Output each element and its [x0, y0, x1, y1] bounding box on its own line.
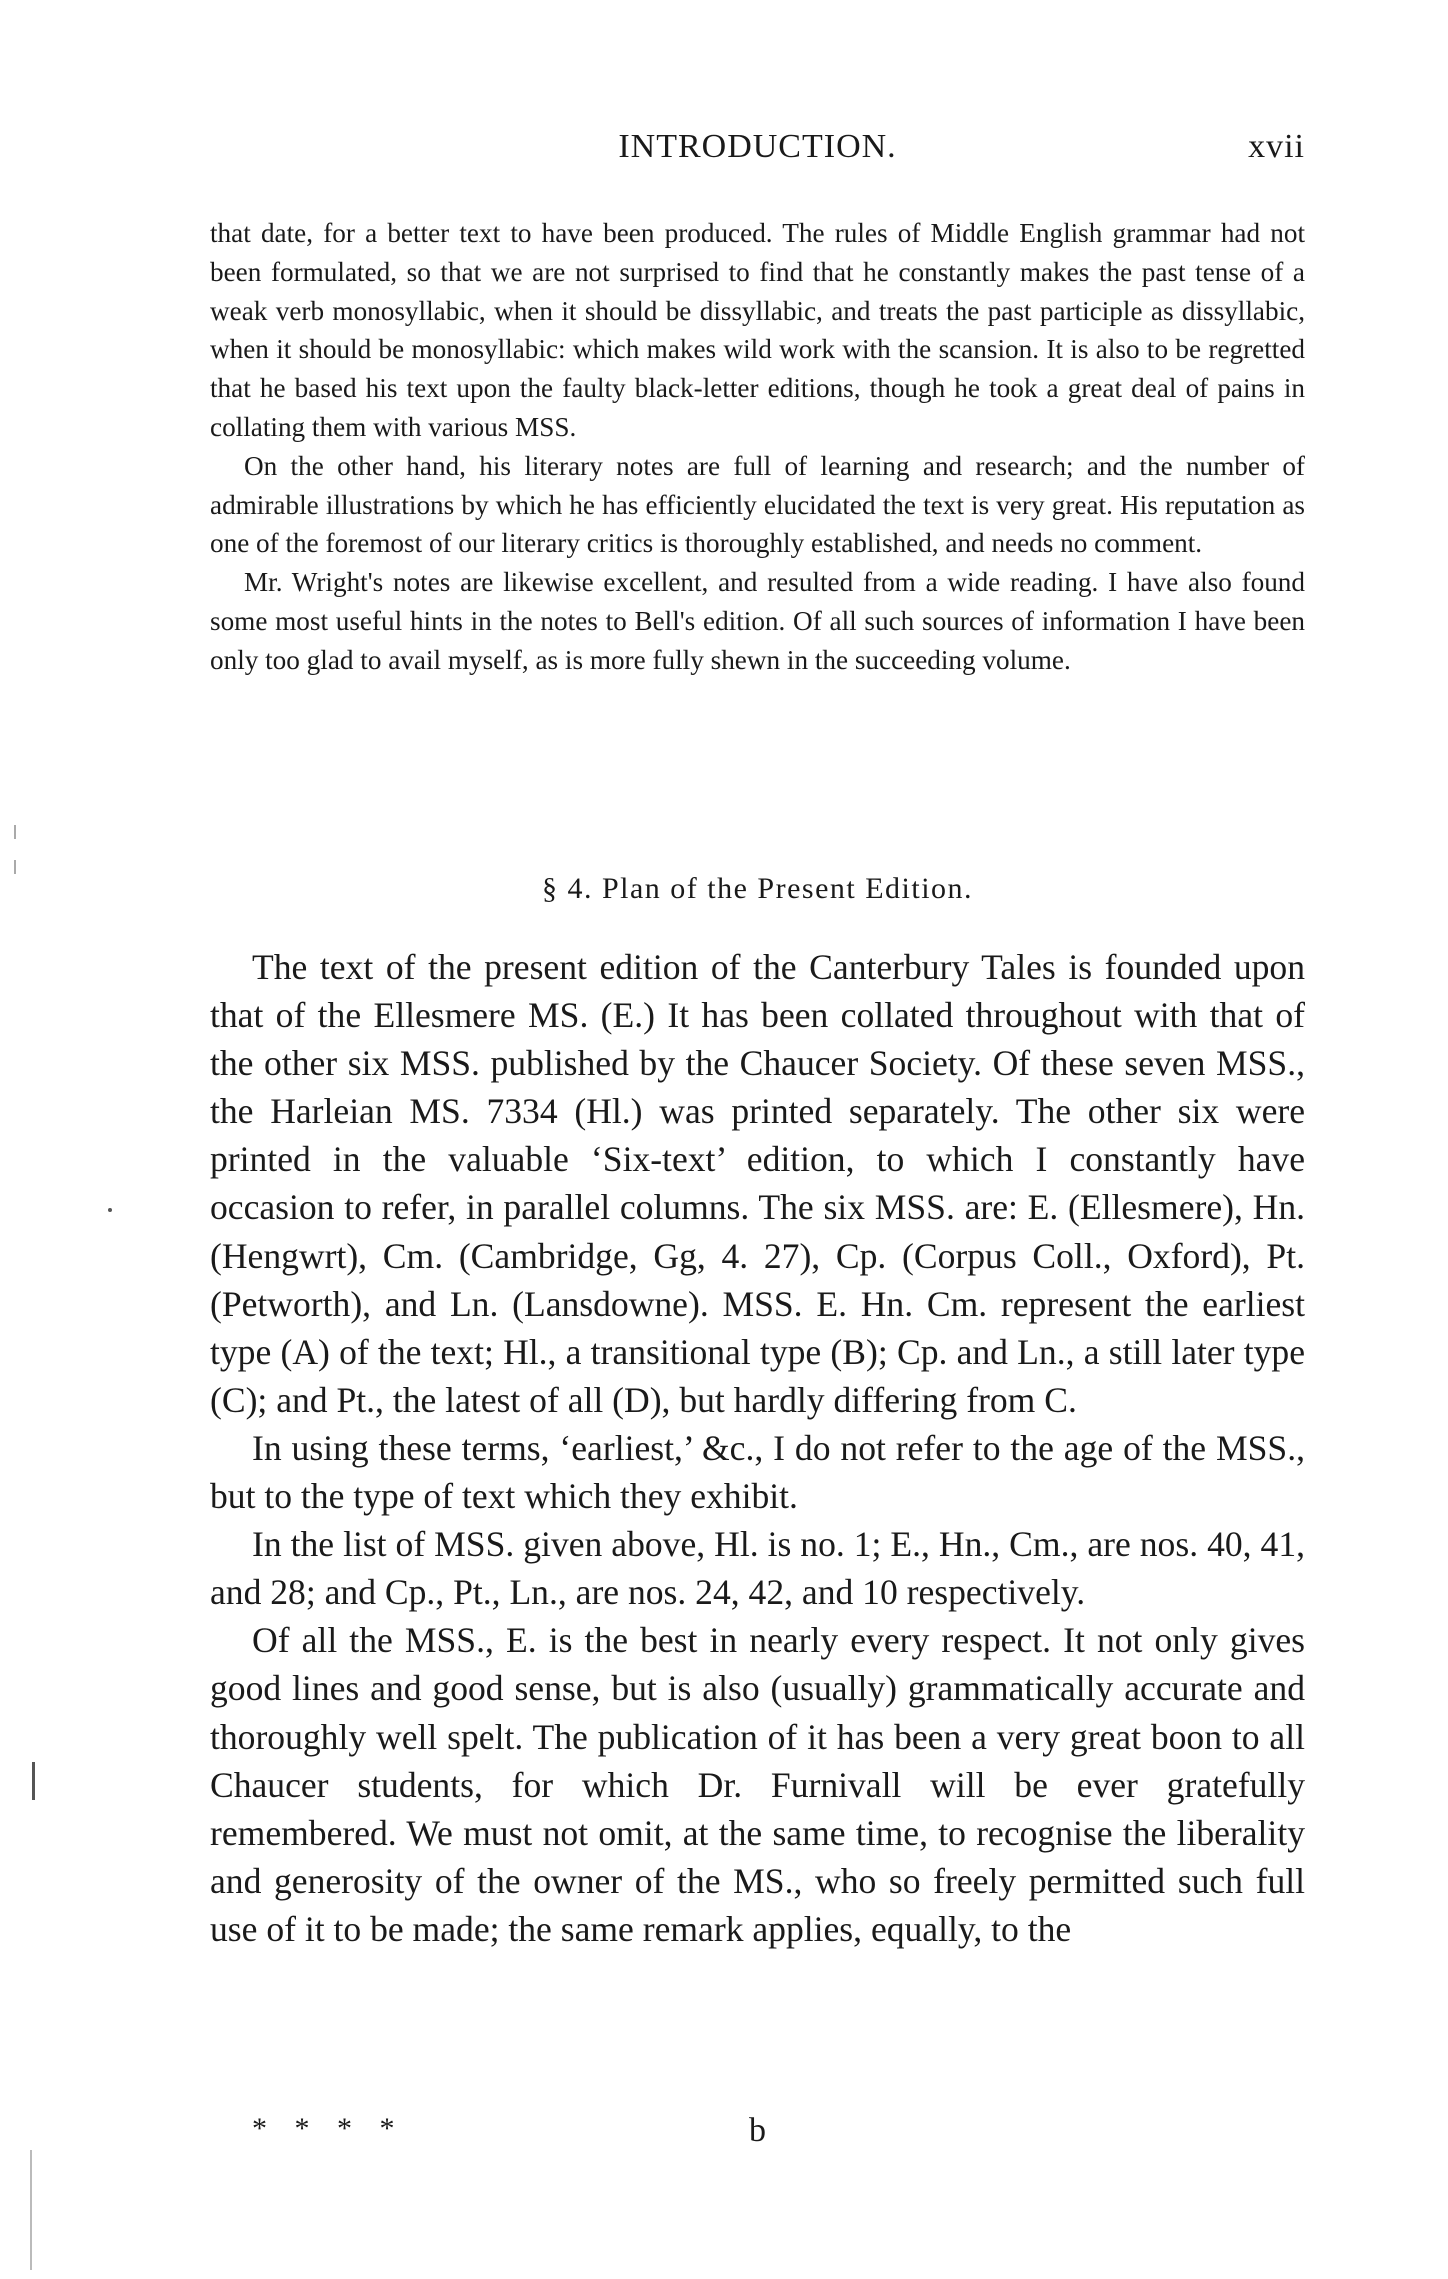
margin-tick [32, 1762, 35, 1800]
body-paragraph: The text of the present edition of the Canterbury Tales is founded upon that of the Ellesmere MS. (E.) It has been collated throughout with that of the other six MSS. published by the Chaucer Society. Of these seven MSS., the Harleian MS. 7334 (Hl.) was printed separately. The other six were printed in the valuable ‘Six-text’ edition, to which I constantly have occasion to refer, in parallel columns. The six MSS. are: E. (Ellesmere), Hn. (Hengwrt), Cm. (Cambridge, Gg, 4. 27), Cp. (Corpus Coll., Oxford), Pt. (Petworth), and Ln. (Lansdowne). MSS. E. Hn. Cm. represent the earliest type (A) of the text; Hl., a transitional type (B); Cp. and Ln., a still later type (C); and Pt., the latest of all (D), but hardly differing from C. [210, 947, 1305, 1420]
small-paragraph: On the other hand, his literary notes are full of learning and research; and the number of admirable illustrations by which he has efficiently elucidated the text is very great. His reputation as one of the foremost of our literary critics is thoroughly established, and needs no comment. [210, 450, 1305, 559]
small-paragraph: that date, for a better text to have been produced. The rules of Middle English grammar had not been formulated, so that we are not surprised to find that he constantly makes the past tense of a weak verb monosyllabic, when it should be dissyllabic, and treats the past participle as dissyllabic, when it should be monosyllabic: which makes wild work with the scansion. It is also to be regretted that he based his text upon the faulty black-letter editions, though he took a great deal of pains in collating them with various MSS. [210, 218, 1305, 442]
body-paragraph: In using these terms, ‘earliest,’ &c., I do not refer to the age of the MSS., but to the type of text which they exhibit. [210, 1427, 1305, 1517]
body-paragraph: In the list of MSS. given above, Hl. is no. 1; E., Hn., Cm., are nos. 40, 41, and 28; and Cp., Pt., Ln., are nos. 24, 42, and 10 respectively. [210, 1524, 1305, 1613]
small-paragraph: Mr. Wright's notes are likewise excellent, and resulted from a wide reading. I have also found some most useful hints in the notes to Bell's edition. Of all such sources of information I have been only too glad to avail myself, as is more fully shewn in the succeeding volume. [210, 567, 1305, 675]
body-paragraph: Of all the MSS., E. is the best in nearly every respect. It not only gives good lines and good sense, but is also (usually) grammatically accurate and thoroughly well spelt. The publication of it has been a very great boon to all Chaucer students, for which Dr. Furnivall will be ever gratefully remembered. We must not omit, at the same time, to recognise the liberality and generosity of the owner of the MS., who so freely permitted such full use of it to be made; the same remark applies, equally, to the [210, 1620, 1305, 1949]
running-head-title: INTRODUCTION. [618, 128, 897, 165]
section-heading: § 4. Plan of the Present Edition. [541, 872, 974, 905]
notes-section [210, 214, 1305, 680]
page-footer [210, 2112, 1305, 2158]
signature-stars: * * * * [252, 2112, 405, 2145]
margin-tick [14, 825, 16, 839]
running-head [210, 128, 1305, 172]
page-number: xvii [1248, 128, 1305, 165]
margin-tick [30, 2150, 32, 2270]
main-body [210, 943, 1305, 1953]
signature-letter: b [749, 2112, 766, 2149]
margin-dot [108, 1208, 112, 1212]
margin-tick [14, 860, 16, 874]
